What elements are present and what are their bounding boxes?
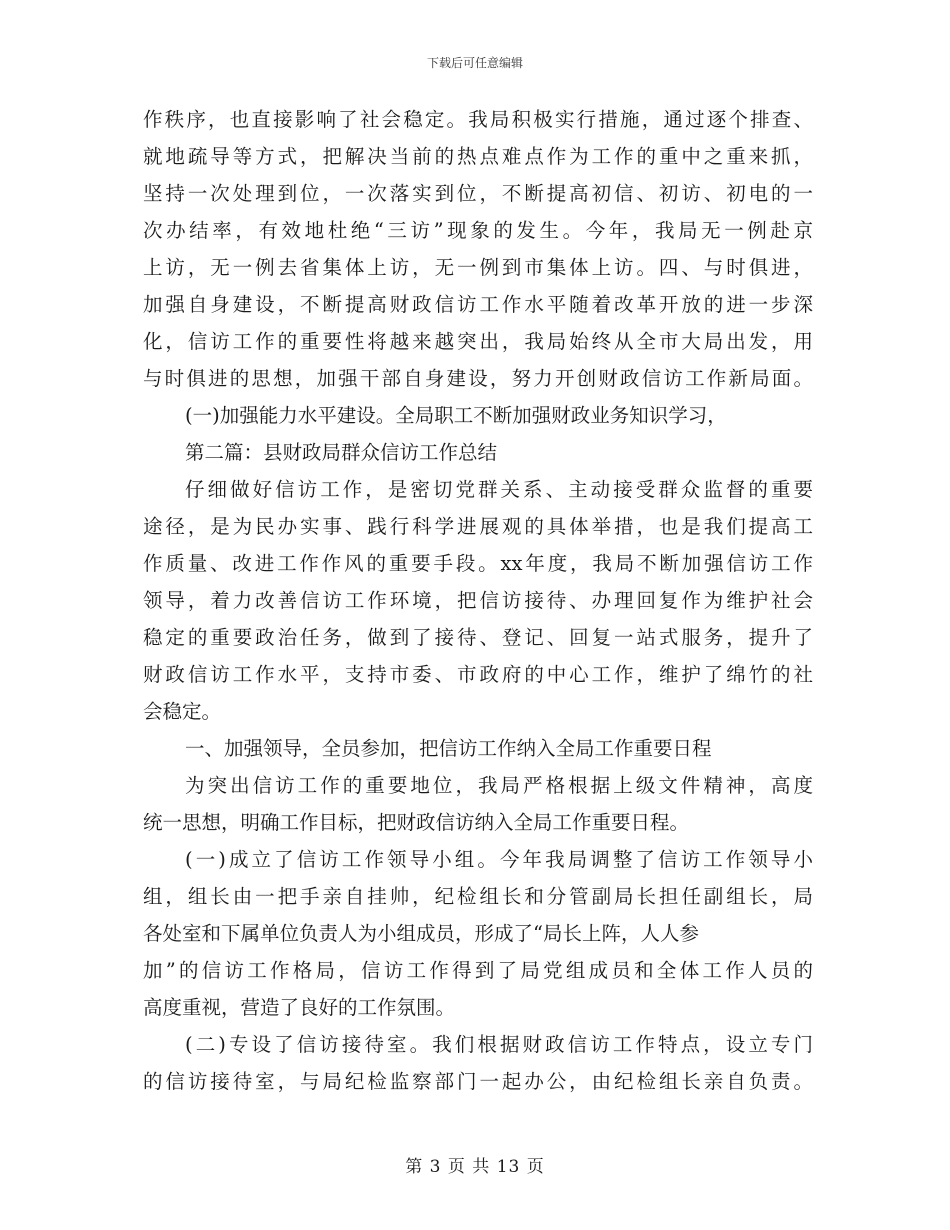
text-line: (一)成立了信访工作领导小组。今年我局调整了信访工作领导小 — [185, 848, 813, 871]
page-header: 下载后可任意编辑 — [426, 56, 523, 70]
text-line: 加”的信访工作格局，信访工作得到了局党组成员和全体工作人员的 — [143, 959, 813, 982]
text-line: (二)专设了信访接待室。我们根据财政信访工作特点，设立专门 — [185, 1033, 813, 1056]
text-line: 第二篇：县财政局群众信访工作总结 — [185, 441, 498, 464]
text-line: 一、加强领导，全员参加，把信访工作纳入全局工作重要日程 — [185, 737, 712, 760]
text-line: 作秩序，也直接影响了社会稳定。我局积极实行措施，通过逐个排查、 — [143, 108, 813, 131]
text-line: 为突出信访工作的重要地位，我局严格根据上级文件精神，高度 — [185, 774, 813, 797]
text-line: 加强自身建设，不断提高财政信访工作水平随着改革开放的进一步深 — [143, 293, 813, 316]
text-line: 就地疏导等方式，把解决当前的热点难点作为工作的重中之重来抓， — [143, 145, 813, 168]
text-line: 统一思想，明确工作目标，把财政信访纳入全局工作重要日程。 — [143, 811, 690, 834]
text-line: 作质量、改进工作作风的重要手段。xx年度，我局不断加强信访工作 — [143, 552, 813, 575]
page-number: 第 3 页 共 13 页 — [405, 1157, 545, 1177]
text-line: 上访，无一例去省集体上访，无一例到市集体上访。四、与时俱进， — [143, 256, 813, 279]
text-line: 高度重视，营造了良好的工作氛围。 — [143, 996, 456, 1019]
text-line: 的信访接待室，与局纪检监察部门一起办公，由纪检组长亲自负责。 — [143, 1070, 813, 1093]
text-line: 各处室和下属单位负责人为小组成员，形成了“局长上阵，人人参 — [143, 922, 699, 945]
document-body — [143, 101, 813, 1100]
text-line: 仔细做好信访工作，是密切党群关系、主动接受群众监督的重要 — [185, 478, 813, 501]
text-line: 组，组长由一把手亲自挂帅，纪检组长和分管副局长担任副组长，局 — [143, 885, 813, 908]
text-line: 稳定的重要政治任务，做到了接待、登记、回复一站式服务，提升了 — [143, 626, 813, 649]
text-line: 化，信访工作的重要性将越来越突出，我局始终从全市大局出发，用 — [143, 330, 813, 353]
text-line: 会稳定。 — [143, 700, 222, 723]
text-line: 财政信访工作水平，支持市委、市政府的中心工作，维护了绵竹的社 — [143, 663, 813, 686]
text-line: (一)加强能力水平建设。全局职工不断加强财政业务知识学习， — [185, 404, 727, 427]
text-line: 次办结率，有效地杜绝“三访”现象的发生。今年，我局无一例赴京 — [143, 219, 813, 242]
text-line: 与时俱进的思想，加强干部自身建设，努力开创财政信访工作新局面。 — [143, 367, 813, 390]
text-line: 坚持一次处理到位，一次落实到位，不断提高初信、初访、初电的一 — [143, 182, 813, 205]
text-line: 领导，着力改善信访工作环境，把信访接待、办理回复作为维护社会 — [143, 589, 813, 612]
text-line: 途径，是为民办实事、践行科学进展观的具体举措，也是我们提高工 — [143, 515, 813, 538]
